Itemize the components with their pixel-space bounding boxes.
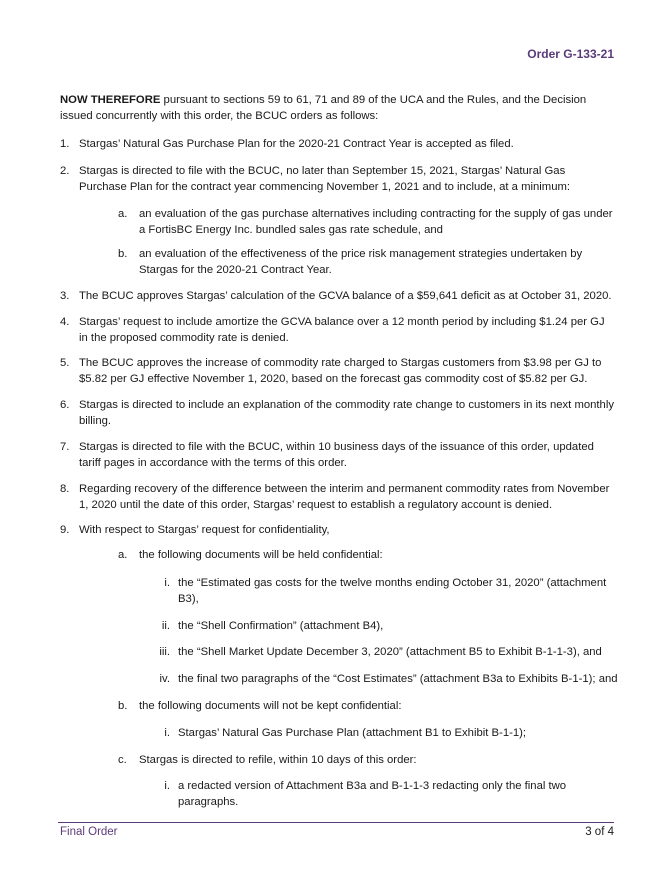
roman-number: iv.	[159, 673, 170, 685]
item-number: 2.	[60, 165, 70, 177]
item-number: 7.	[60, 441, 70, 453]
item-text: The BCUC approves the increase of commodity rate charged to Stargas customers from $3.98 per GJ to $5.82 per GJ effective November 1, 2020, based on the forecast gas commodity cost of $5.82 per GJ.	[79, 357, 602, 385]
roman-text: the “Estimated gas costs for the twelve months ending October 31, 2020” (attachment B3),	[178, 577, 607, 605]
roman-number: i.	[164, 780, 170, 792]
item-number: 5.	[60, 357, 70, 369]
item-text: The BCUC approves Stargas’ calculation of the GCVA balance of a $59,641 deficit as at October 31, 2020.	[79, 290, 612, 302]
sub-number: c.	[118, 754, 127, 766]
item-text: Stargas is directed to include an explanation of the commodity rate change to customers in its next monthly billing.	[79, 399, 615, 427]
item-number: 4.	[60, 316, 70, 328]
roman-number: iii.	[159, 646, 170, 658]
sub-text: an evaluation of the effectiveness of the price risk management strategies undertaken by Stargas for the 2020-21 Contract Year.	[139, 248, 583, 276]
roman-number: i.	[164, 727, 170, 739]
item-number: 3.	[60, 290, 70, 302]
sub-text: the following documents will be held confidential:	[139, 549, 383, 561]
roman-text: Stargas’ Natural Gas Purchase Plan (attachment B1 to Exhibit B-1-1);	[178, 727, 527, 739]
item-text: Stargas’ request to include amortize the GCVA balance over a 12 month period by including $1.24 per GJ in the proposed commodity rate is denied.	[79, 316, 605, 344]
sub-number: a.	[118, 549, 128, 561]
sub-number: b.	[118, 248, 128, 260]
roman-text: the “Shell Market Update December 3, 2020” (attachment B5 to Exhibit B-1-1-3), and	[178, 646, 602, 658]
roman-text: a redacted version of Attachment B3a and B-1-1-3 redacting only the final two paragraphs.	[178, 780, 567, 808]
roman-number: ii.	[161, 620, 170, 632]
sub-text: Stargas is directed to refile, within 10 days of this order:	[139, 754, 417, 766]
sub-number: a.	[118, 208, 128, 220]
item-number: 8.	[60, 483, 70, 495]
page-number: 3 of 4	[585, 826, 614, 838]
item-number: 9.	[60, 524, 70, 536]
intro-bold: NOW THEREFORE	[60, 94, 161, 106]
item-text: Stargas’ Natural Gas Purchase Plan for the 2020-21 Contract Year is accepted as filed.	[79, 138, 514, 150]
footer-label: Final Order	[60, 826, 118, 838]
roman-text: the final two paragraphs of the “Cost Estimates” (attachment B3a to Exhibits B-1-1); and	[178, 673, 618, 685]
item-text: Regarding recovery of the difference between the interim and permanent commodity rates from November 1, 2020 until the date of this order, Stargas’ request to establish a regulatory account is denied.	[79, 483, 610, 511]
roman-text: the “Shell Confirmation” (attachment B4),	[178, 620, 384, 632]
item-number: 6.	[60, 399, 70, 411]
item-text: Stargas is directed to file with the BCUC, no later than September 15, 2021, Stargas’ Natural Gas Purchase Plan for the contract year commencing November 1, 2021 and to include, at a minimum:	[79, 165, 571, 193]
sub-text: the following documents will not be kept confidential:	[139, 700, 402, 712]
intro-paragraph	[60, 92, 616, 124]
order-number: Order G-133-21	[527, 47, 614, 61]
footer-divider	[58, 822, 614, 823]
sub-text: an evaluation of the gas purchase alternatives including contracting for the supply of gas under a FortisBC Energy Inc. bundled sales gas rate schedule, and	[139, 208, 613, 236]
intro-text: pursuant to sections 59 to 61, 71 and 89 of the UCA and the Rules, and the Decision issued concurrently with this order, the BCUC orders as follows:	[60, 94, 587, 122]
sub-number: b.	[118, 700, 128, 712]
item-number: 1.	[60, 138, 70, 150]
item-text: With respect to Stargas’ request for confidentiality,	[79, 524, 330, 536]
roman-number: i.	[164, 577, 170, 589]
item-text: Stargas is directed to file with the BCUC, within 10 business days of the issuance of this order, updated tariff pages in accordance with the terms of this order.	[79, 441, 594, 469]
